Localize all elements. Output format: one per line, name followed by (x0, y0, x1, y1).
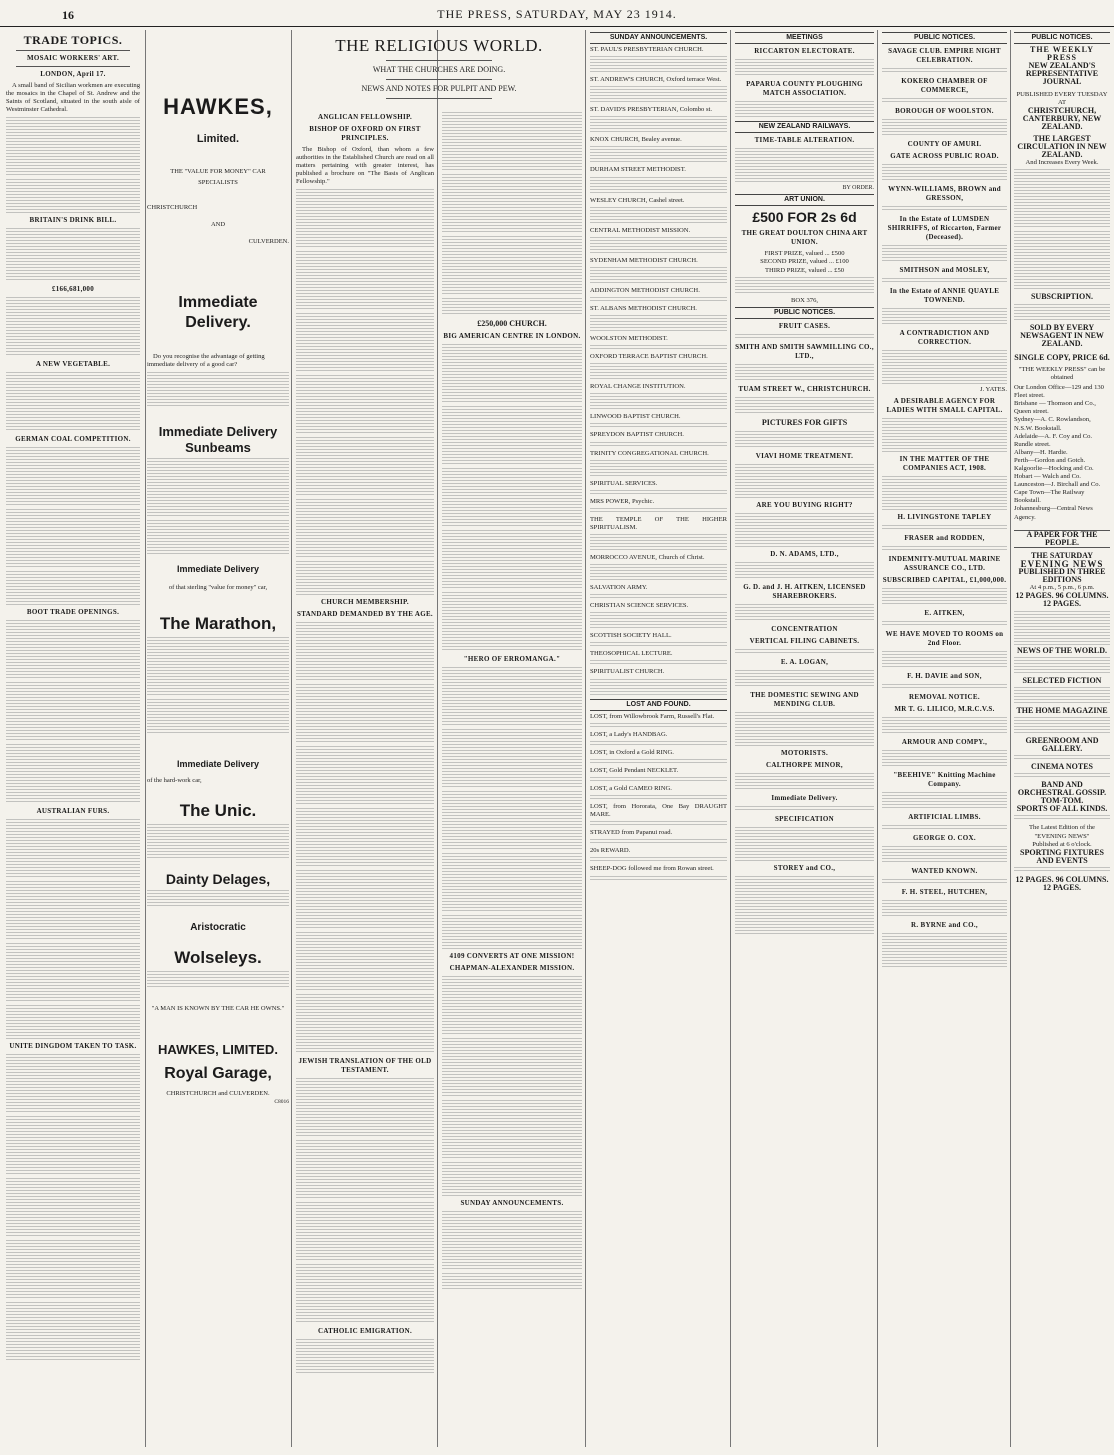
mosaic-workers-subhead: MOSAIC WORKERS' ART. (26, 54, 120, 62)
paper-for-people: A PAPER FOR THE PEOPLE. (1014, 530, 1110, 548)
sunday-heading: SUNDAY ANNOUNCEMENTS. (590, 32, 727, 44)
masthead (0, 0, 1114, 27)
single-copy-price: SINGLE COPY, PRICE 6d. (1014, 352, 1110, 362)
motto: "A MAN IS KNOWN BY THE CAR HE OWNS." (151, 1005, 285, 1012)
religious-subtitle-2: NEWS AND NOTES FOR PULPIT AND PEW. (361, 84, 517, 93)
aristocratic: Aristocratic (190, 922, 246, 933)
notice-title: G. D. and J. H. AITKEN, LICENSED SHAREBROKERS. (743, 582, 866, 600)
announcement: ST. ALBANS METHODIST CHURCH. (590, 304, 697, 312)
hawkes-limited: Limited. (196, 133, 240, 145)
weekly-press-title: THE WEEKLY PRESS (1029, 45, 1095, 63)
lost-item: LOST, in Oxford a Gold RING. (590, 748, 674, 756)
agent-line: Cape Town—The Railway Bookstall. (1014, 489, 1085, 505)
drink-bill-total: £166,681,000 (51, 285, 95, 294)
announcement: SYDENHAM METHODIST CHURCH. (590, 256, 698, 264)
announcement: KNOX CHURCH, Bealey avenue. (590, 136, 682, 144)
notice-title: In the Estate of LUMSDEN SHIRRIFFS, of Riccarton, Farmer (Deceased). (887, 215, 1002, 242)
notice-title: FRASER and RODDEN, (904, 534, 985, 543)
announcement: SPIRITUAL SERVICES. (590, 479, 658, 487)
published-at: Published at 6 o'clock. (1032, 840, 1092, 848)
notices-heading: PUBLIC NOTICES. (882, 32, 1007, 44)
announcement: ADDINGTON METHODIST CHURCH. (590, 286, 700, 294)
catholic-emigration-subhead: CATHOLIC EMIGRATION. (317, 1327, 413, 1336)
lost-item: LOST, from Willowbrook Farm, Russell's Flat. (590, 712, 715, 720)
notice-title: E. AITKEN, (924, 609, 965, 618)
christchurch-label: CHRISTCHURCH (147, 204, 198, 211)
meeting-title: PAPARUA COUNTY PLOUGHING MATCH ASSOCIATION. (746, 80, 863, 98)
notice-title: E. A. LOGAN, (780, 657, 829, 666)
art-union-title: THE GREAT DOULTON CHINA ART UNION. (741, 229, 868, 247)
lost-item: STRAYED from Papanui road. (590, 829, 673, 837)
public-notices-heading: PUBLIC NOTICES. (735, 307, 874, 319)
increase-line: And Increases Every Week. (1025, 159, 1099, 167)
meetings-heading: MEETINGS (735, 32, 874, 44)
hawkes-paragraph: Do you recognise the advantage of getting immediate delivery of a good car? (147, 353, 265, 368)
agent-line: Johannesburg—Central News Agency. (1014, 505, 1093, 521)
notice-title: A DESIRABLE AGENCY FOR LADIES WITH SMALL CAPITAL. (886, 397, 1003, 415)
evening-news-title: EVENING NEWS (1020, 558, 1104, 569)
greenroom: GREENROOM AND GALLERY. (1025, 735, 1099, 753)
second-prize: SECOND PRIZE, valued ... £100 (760, 258, 849, 266)
saturday-label: THE SATURDAY (1030, 550, 1093, 560)
marathon: The Marathon, (159, 614, 277, 633)
column-rule (1010, 30, 1011, 1447)
notice-title: VERTICAL FILING CABINETS. (749, 636, 860, 645)
announcement: MRS POWER, Psychic. (590, 497, 655, 505)
times-line: At 4 p.m., 5 p.m., 6 p.m. (1029, 584, 1095, 592)
notice-title: Immediate Delivery. (771, 793, 838, 802)
lost-found-heading: LOST AND FOUND. (590, 699, 727, 711)
religious-column-a (296, 110, 434, 1449)
hawkes-advertisement (147, 30, 289, 1449)
announcement: DURHAM STREET METHODIST. (590, 166, 686, 174)
first-prize: FIRST PRIZE, valued ... £500 (764, 250, 845, 258)
lost-item: 20s REWARD. (590, 847, 631, 855)
dateline: LONDON, April 17. (40, 70, 106, 78)
public-notices-column (882, 30, 1007, 1449)
notice-title: REMOVAL NOTICE. (909, 693, 980, 702)
notice-title: SMITHSON and MOSLEY, (899, 266, 990, 275)
notice-title: R. BYRNE and CO., (911, 921, 978, 930)
subscription-heading: SUBSCRIPTION. (1030, 292, 1093, 302)
agent-line: Our London Office—129 and 130 Fleet street. (1014, 384, 1104, 400)
largest-circulation: THE LARGEST CIRCULATION IN NEW ZEALAND. (1017, 134, 1107, 160)
dainty-delages: Dainty Delages, (165, 871, 271, 887)
column-rule (291, 30, 292, 1447)
specialists: SPECIALISTS (198, 179, 238, 186)
sports: SPORTS OF ALL KINDS. (1016, 804, 1108, 814)
agent-line: Perth—Gordon and Gotch. (1014, 456, 1086, 464)
church-subhead: £250,000 CHURCH. (477, 319, 547, 328)
religious-subtitle: WHAT THE CHURCHES ARE DOING. (372, 65, 506, 74)
cities-line: CHRISTCHURCH, CANTERBURY, NEW ZEALAND. (1022, 105, 1102, 131)
press-promo-column (1014, 30, 1110, 1449)
notice-title: SAVAGE CLUB. EMPIRE NIGHT CELEBRATION. (888, 47, 1001, 65)
trade-topics-column (6, 30, 140, 1449)
notice-title: In the Estate of ANNIE QUAYLE TOWNEND. (889, 287, 1000, 305)
notice-title: CONCENTRATION (771, 624, 838, 633)
value-money-line: of that sterling "value for money" car, (168, 584, 268, 591)
editions-line: PUBLISHED IN THREE EDITIONS (1018, 567, 1106, 585)
and-label: AND (210, 221, 226, 228)
pages-line: 12 PAGES. 96 COLUMNS. 12 PAGES. (1015, 591, 1109, 609)
announcement: ST. PAUL'S PRESBYTERIAN CHURCH. (590, 46, 704, 54)
agent-line: Sydney—A. C. Rowlandson, N.S.W. Bookstall. (1014, 416, 1091, 432)
announcement: CENTRAL METHODIST MISSION. (590, 226, 691, 234)
notice-title: GATE ACROSS PUBLIC ROAD. (890, 152, 999, 161)
notice-title: F. H. STEEL, HUTCHEN, (901, 888, 988, 897)
lost-item: LOST, a Lady's HANDBAG. (590, 730, 668, 738)
lost-item: LOST, Gold Pendant NECKLET. (590, 766, 679, 774)
chapman-subhead: CHAPMAN-ALEXANDER MISSION. (449, 964, 575, 972)
agent-line: Kalgoorlie—Hocking and Co. (1014, 465, 1094, 472)
tomtom: TOM-TOM. (1040, 796, 1084, 806)
notice-title: D. N. ADAMS, LTD., (770, 549, 839, 558)
erromanga-subhead: "HERO OF ERROMANGA." (463, 655, 561, 663)
notice-title: ARE YOU BUYING RIGHT? (756, 500, 853, 509)
notice-title: MR T. G. LILICO, M.R.C.V.S. (894, 705, 995, 714)
immediate-sunbeams: Immediate Delivery Sunbeams (158, 424, 278, 455)
railways-heading: NEW ZEALAND RAILWAYS. (735, 121, 874, 133)
art-union-heading: ART UNION. (735, 194, 874, 206)
lost-item: SHEEP-DOG followed me from Rowan street. (590, 865, 714, 873)
art-union-prize: £500 FOR 2s 6d (752, 209, 857, 226)
announcement: THE TEMPLE OF THE HIGHER SPIRITUALISM. (590, 515, 727, 531)
article-paragraph: A small band of Sicilian workmen are executing the mosaics in the Chapel of St. Andrew and the Saints of Scotland, situated in the south aisle of Westminster Cathedral. (6, 82, 140, 114)
announcement: SPREYDON BAPTIST CHURCH. (590, 431, 684, 439)
notice-title: INDEMNITY-MUTUAL MARINE ASSURANCE CO., LTD. (888, 555, 1001, 573)
notice-title: WANTED KNOWN. (911, 867, 978, 876)
timetable-subhead: TIME-TABLE ALTERATION. (754, 136, 855, 145)
pages-footer: 12 PAGES. 96 COLUMNS. 12 PAGES. (1015, 874, 1109, 892)
announcement: TRINITY CONGREGATIONAL CHURCH. (590, 449, 709, 457)
home-magazine: THE HOME MAGAZINE (1016, 705, 1108, 715)
notice-title: SPECIFICATION (774, 814, 834, 823)
value-for-money: THE "VALUE FOR MONEY" CAR (170, 168, 266, 175)
sunday-announcements-subhead: SUNDAY ANNOUNCEMENTS. (460, 1199, 564, 1207)
boot-trade-subhead: BOOT TRADE OPENINGS. (26, 608, 120, 617)
agent-line: Hobart — Walch and Co. (1014, 473, 1081, 481)
announcement: WOOLSTON METHODIST. (590, 335, 668, 343)
band-gossip: BAND AND ORCHESTRAL GOSSIP. (1017, 780, 1107, 798)
culverden-label: CULVERDEN. (248, 238, 289, 245)
notice-title: SUBSCRIBED CAPITAL, £1,000,000. (882, 576, 1007, 585)
lost-item: LOST, a Gold CAMEO RING. (590, 785, 672, 792)
latest-edition: The Latest Edition of the "EVENING NEWS" (1029, 824, 1095, 840)
notice-title: A CONTRADICTION AND CORRECTION. (899, 329, 990, 347)
announcement: ROYAL CHANGE INSTITUTION. (590, 383, 686, 391)
announcement: MORROCCO AVENUE, Church of Christ. (590, 553, 705, 561)
bishop-subhead: BISHOP OF OXFORD ON FIRST PRINCIPLES. (309, 125, 421, 142)
church-membership-subhead: CHURCH MEMBERSHIP. (321, 598, 409, 607)
hard-work-line: of the hard-work car, (147, 777, 202, 784)
by-order: BY ORDER. (842, 185, 874, 192)
furs-subhead: AUSTRALIAN FURS. (36, 807, 110, 816)
agent-line: Launceston—J. Birchall and Co. (1014, 481, 1101, 489)
unite-subhead: UNITE DINGDOM TAKEN TO TASK. (9, 1042, 137, 1051)
agent-line: Adelaide—A. F. Coy and Co. Rundle street. (1014, 432, 1093, 448)
announcement: ST. DAVID'S PRESBYTERIAN, Colombo st. (590, 106, 713, 114)
column-rule (730, 30, 731, 1447)
notice-title: THE DOMESTIC SEWING AND MENDING CLUB. (750, 690, 859, 708)
notice-title: COUNTY OF AMURI. (907, 140, 982, 149)
article-paragraph: The Bishop of Oxford, than whom a few authorities in the Established Church are read on all matters pertaining with greater interest, has published a brochure on "The Basis of Anglican Fellowship." (296, 146, 434, 186)
notice-title: MOTORISTS. (780, 748, 829, 757)
ad-ref: C8016 (274, 1099, 289, 1105)
announcement: WESLEY CHURCH, Cashel street. (590, 196, 685, 204)
immediate-delivery: Immediate Delivery. (178, 294, 258, 331)
notice-title: FRUIT CASES. (778, 321, 831, 330)
news-world: NEWS OF THE WORLD. (1016, 645, 1108, 655)
notice-title: GEORGE O. COX. (913, 834, 976, 843)
notice-title: WE HAVE MOVED TO ROOMS on 2nd Floor. (885, 630, 1004, 648)
notice-title: IN THE MATTER OF THE COMPANIES ACT, 1908. (899, 455, 990, 473)
sold-line: SOLD BY EVERY NEWSAGENT IN NEW ZEALAND. (1020, 322, 1104, 348)
sporting-fixtures: SPORTING FIXTURES AND EVENTS (1020, 847, 1104, 865)
announcement: THEOSOPHICAL LECTURE. (590, 650, 673, 658)
column-rule (145, 30, 146, 1447)
notice-title: PICTURES FOR GIFTS (761, 417, 848, 427)
religious-column-b (442, 110, 582, 1449)
notice-title: WYNN-WILLIAMS, BROWN and GRESSON, (888, 185, 1001, 203)
agents-list (1014, 384, 1110, 522)
notice-title: F. H. DAVIE and SON, (907, 672, 982, 681)
drink-bill-subhead: BRITAIN'S DRINK BILL. (29, 216, 117, 225)
published-line: PUBLISHED EVERY TUESDAY AT (1016, 90, 1108, 106)
unic: The Unic. (179, 801, 257, 820)
newspaper-title: THE PRESS, SATURDAY, MAY 23 1914. (437, 7, 677, 21)
vegetable-subhead: A NEW VEGETABLE. (35, 360, 111, 369)
announcement: SCOTTISH SOCIETY HALL. (590, 632, 672, 640)
notice-title: "BEEHIVE" Knitting Machine Company. (893, 771, 996, 789)
meetings-column (735, 30, 874, 1449)
notice-title: STOREY and CO., (773, 863, 836, 872)
agent-line: Brisbane — Thomson and Co., Queen street. (1014, 400, 1096, 416)
standard-subhead: STANDARD DEMANDED BY THE AGE. (297, 610, 433, 619)
lost-item: LOST, from Hororata, One Bay DRAUGHT MARE. (590, 803, 727, 819)
announcement: SALVATION ARMY. (590, 584, 648, 592)
box-number: BOX 376, (790, 296, 819, 304)
announcement: OXFORD TERRACE BAPTIST CHURCH. (590, 353, 708, 361)
page-number: 16 (62, 8, 74, 22)
converts-subhead: 4109 CONVERTS AT ONE MISSION! (449, 952, 575, 960)
notice-title: VIAVI HOME TREATMENT. (755, 451, 854, 460)
coal-subhead: GERMAN COAL COMPETITION. (15, 435, 131, 444)
notice-title: CALTHORPE MINOR, (766, 760, 843, 769)
notice-title: ARTIFICIAL LIMBS. (908, 813, 981, 822)
selected-fiction: SELECTED FICTION (1022, 675, 1102, 685)
immediate-delivery-3: Immediate Delivery (176, 759, 260, 769)
jewish-translation-subhead: JEWISH TRANSLATION OF THE OLD TESTAMENT. (298, 1057, 432, 1075)
royal-garage: Royal Garage, (164, 1065, 272, 1082)
announcement: ST. ANDREW'S CHURCH, Oxford terrace West. (590, 76, 722, 84)
notice-title: H. LIVINGSTONE TAPLEY (897, 513, 992, 522)
notice-title: SMITH AND SMITH SAWMILLING CO., LTD., (735, 342, 874, 360)
press-notices-heading: PUBLIC NOTICES. (1014, 32, 1110, 44)
hawkes-footer-towns: CHRISTCHURCH and CULVERDEN. (166, 1090, 270, 1097)
weekly-offices: "THE WEEKLY PRESS" can be obtained (1018, 365, 1106, 381)
column-rule (585, 30, 586, 1447)
hawkes-footer-name: HAWKES, LIMITED. (158, 1042, 278, 1057)
religious-world-title: THE RELIGIOUS WORLD. (335, 36, 543, 55)
notice-title: KOKERO CHAMBER OF COMMERCE, (901, 77, 988, 95)
anglican-subhead: ANGLICAN FELLOWSHIP. (317, 113, 413, 121)
third-prize: THIRD PRIZE, valued ... £50 (764, 266, 845, 274)
cinema-notes: CINEMA NOTES (1030, 761, 1093, 771)
notice-title: ARMOUR AND COMPY., (901, 738, 988, 747)
announcement: LINWOOD BAPTIST CHURCH. (590, 413, 681, 421)
american-centre-subhead: BIG AMERICAN CENTRE IN LONDON. (443, 332, 581, 340)
trade-topics-heading: TRADE TOPICS. (23, 33, 123, 47)
immediate-delivery-2: Immediate Delivery (176, 564, 260, 574)
agent-line: Albany—H. Hardie. (1014, 448, 1068, 456)
announcement: SPIRITUALIST CHURCH. (590, 668, 665, 676)
notice-title: BOROUGH OF WOOLSTON. (895, 107, 994, 116)
nz-representative: NEW ZEALAND'S REPRESENTATIVE JOURNAL (1025, 61, 1099, 87)
hawkes-name: HAWKES, (163, 94, 273, 119)
wolseleys: Wolseleys. (174, 948, 262, 967)
notice-signature: J. YATES. (979, 386, 1007, 394)
meeting-title: RICCARTON ELECTORATE. (754, 47, 855, 56)
sunday-announcements-column (590, 30, 727, 1449)
announcement: CHRISTIAN SCIENCE SERVICES. (590, 602, 689, 610)
column-rule (877, 30, 878, 1447)
notice-title: TUAM STREET W., CHRISTCHURCH. (738, 384, 871, 393)
